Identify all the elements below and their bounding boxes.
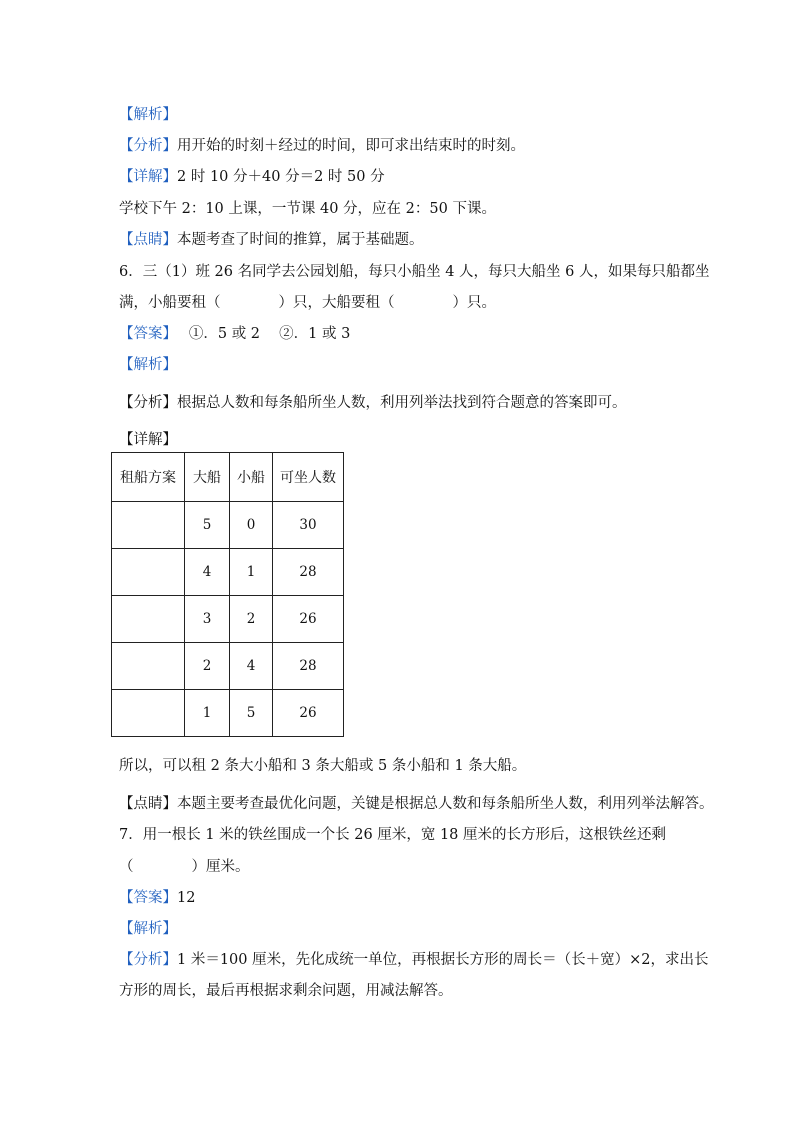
q7-daan-text: 12 [177,890,196,906]
table-cell: 26 [273,596,344,643]
q5-xiangjie-line [119,165,385,186]
q5-dianjing-text: 本题考查了时间的推算，属于基础题。 [177,232,424,248]
q5-fenxi-line [119,134,525,155]
table-row [112,549,344,596]
q6-dianjing-label: 【点睛】 [119,796,177,812]
q6-question-line2: 满，小船要租（ ）只，大船要租（ ）只。 [119,295,496,311]
q7-daan-label: 【答案】 [119,890,177,906]
q6-xiangjie-label: 【详解】 [119,432,177,448]
table-cell: 5 [230,690,273,737]
table-cell: 0 [230,502,273,549]
q5-fenxi-label: 【分析】 [119,138,177,154]
q6-dianjing-line [119,792,714,813]
table-cell [112,549,185,596]
table-cell [112,643,185,690]
table-header-cell: 小船 [230,453,273,502]
table-cell: 5 [185,502,230,549]
table-cell: 3 [185,596,230,643]
q6-daan-label: 【答案】 [119,326,170,342]
q7-fenxi-text: 1 米＝100 厘米，先化成统一单位，再根据长方形的周长＝（长＋宽）×2，求出长 [177,952,709,968]
q5-jiexi-label: 【解析】 [119,107,177,123]
table-cell: 1 [185,690,230,737]
table-cell: 2 [185,643,230,690]
table-cell: 30 [273,502,344,549]
table-row [112,643,344,690]
table-header-cell: 租船方案 [112,453,185,502]
table-header-cell: 大船 [185,453,230,502]
q6-jiexi-label: 【解析】 [119,357,177,373]
q7-answer-line [119,886,195,907]
table-row [112,690,344,737]
q6-answer-line [119,322,350,343]
q5-dianjing-label: 【点睛】 [119,232,177,248]
table-cell [112,596,185,643]
q7-fenxi-label: 【分析】 [119,952,177,968]
q5-dianjing-line [119,228,424,249]
rental-plan-table [111,452,344,737]
table-cell: 26 [273,690,344,737]
q6-fenxi-line [119,391,627,412]
table-cell: 28 [273,549,344,596]
q5-fenxi-text: 用开始的时刻＋经过的时间，即可求出结束时的时刻。 [177,138,525,154]
q5-xiangjie-text: 2 时 10 分＋40 分＝2 时 50 分 [177,169,385,185]
q5-xiangjie-label: 【详解】 [119,169,177,185]
table-cell: 4 [230,643,273,690]
table-cell: 28 [273,643,344,690]
q5-detail-line2: 学校下午 2：10 上课，一节课 40 分，应在 2：50 下课。 [119,201,496,217]
table-cell: 1 [230,549,273,596]
table-cell: 4 [185,549,230,596]
q6-conclusion: 所以，可以租 2 条大小船和 3 条大船或 5 条小船和 1 条大船。 [119,758,527,774]
table-row [112,596,344,643]
q6-daan-text: ①．5 或 2 ②．1 或 3 [169,326,351,342]
q7-fenxi-line2: 方形的周长，最后再根据求剩余问题，用减法解答。 [119,983,453,999]
table-cell [112,690,185,737]
q6-question-line1: 6．三（1）班 26 名同学去公园划船，每只小船坐 4 人，每只大船坐 6 人，如果每只船都坐 [119,264,710,280]
q7-question-line2: （ ）厘米。 [119,859,250,875]
table-header-cell: 可坐人数 [273,453,344,502]
q7-jiexi-label: 【解析】 [119,921,177,937]
table-row [112,502,344,549]
table-cell [112,502,185,549]
table-header-row [112,453,344,502]
q7-fenxi-line [119,948,709,969]
q7-question-line1: 7．用一根长 1 米的铁丝围成一个长 26 厘米，宽 18 厘米的长方形后，这根铁丝还剩 [119,827,667,843]
q6-fenxi-label: 【分析】 [119,395,177,411]
q6-dianjing-text: 本题主要考查最优化问题，关键是根据总人数和每条船所坐人数，利用列举法解答。 [177,796,714,812]
table-cell: 2 [230,596,273,643]
q6-fenxi-text: 根据总人数和每条船所坐人数，利用列举法找到符合题意的答案即可。 [177,395,627,411]
